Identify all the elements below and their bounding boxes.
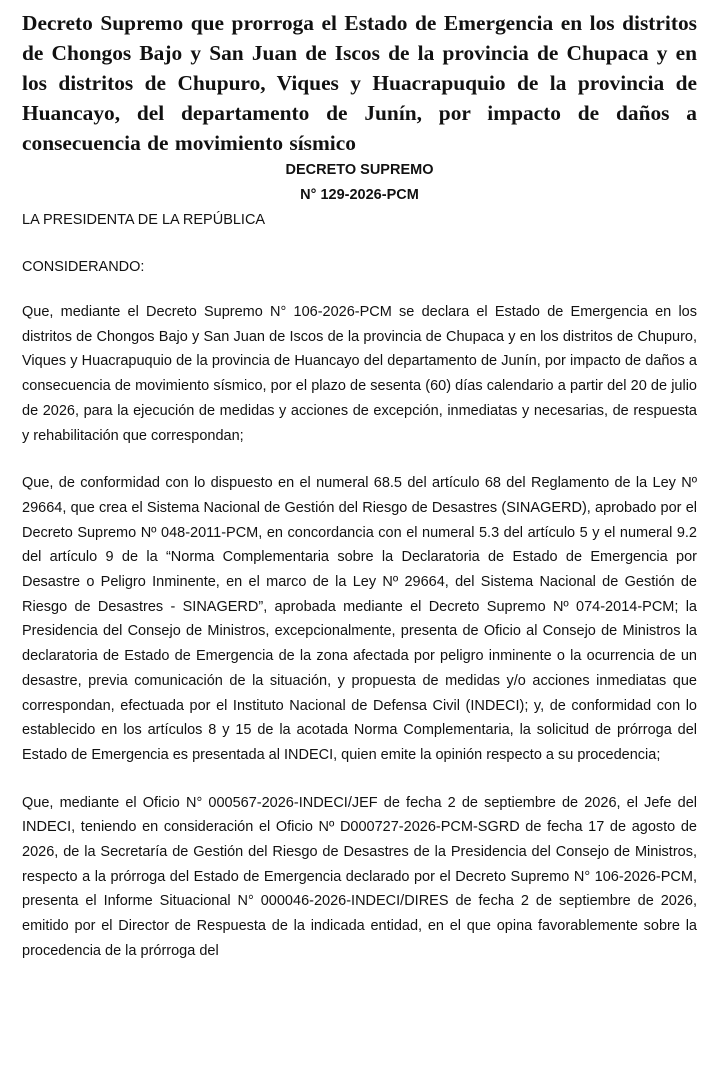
document-page [22,8,697,964]
decree-title: Decreto Supremo que prorroga el Estado de Emergencia en los distritos de Chongos Bajo y San Juan de Iscos de la provincia de Chupaca y en los distritos de Chupuro, Viques y Huacrapuquio de la provincia de Huancayo, del departamento de Junín, por impacto de daños a consecuencia de movimiento sísmico [22,11,697,155]
issuer-line: LA PRESIDENTA DE LA REPÚBLICA [22,212,266,228]
consideration-paragraph: Que, de conformidad con lo dispuesto en el numeral 68.5 del artículo 68 del Reglamento de la Ley Nº 29664, que crea el Sistema Nacional de Gestión del Riesgo de Desastres (SINAGERD), aprobado por el Decreto Supremo Nº 048-2011-PCM, en concordancia con el numeral 5.3 del artículo 5 y el numeral 9.2 del artículo 9 de la “Norma Complementaria sobre la Declaratoria de Estado de Emergencia por Desastre o Peligro Inminente, en el marco de la Ley Nº 29664, del Sistema Nacional de Gestión de Riesgo de Desastres - SINAGERD”, aprobada mediante el Decreto Supremo Nº 074-2014-PCM; la Presidencia del Consejo de Ministros, excepcionalmente, presenta de Oficio al Consejo de Ministros la declaratoria de Estado de Emergencia de la zona afectada por peligro inminente o la ocurrencia de un desastre, previa comunicación de la situación, y propuesta de medidas y/o acciones inmediatas que correspondan, efectuada por el Instituto Nacional de Defensa Civil (INDECI); y, de conformidad con lo establecido en los artículos 8 y 15 de la acotada Norma Complementaria, la solicitud de prórroga del Estado de Emergencia es presentada al INDECI, quien emite la opinión respecto a su procedencia; [22,475,697,763]
decree-number: N° 129-2026-PCM [300,187,419,203]
consideration-paragraph: Que, mediante el Oficio N° 000567-2026-INDECI/JEF de fecha 2 de septiembre de 2026, el Jefe del INDECI, teniendo en consideración el Oficio Nº D000727-2026-PCM-SGRD de fecha 17 de agosto de 2026, de la Secretaría de Gestión del Riesgo de Desastres de la Presidencia del Consejo de Ministros, respecto a la prórroga del Estado de Emergencia declarado por el Decreto Supremo N° 106-2026-PCM, presenta el Informe Situacional N° 000046-2026-INDECI/DIRES de fecha 2 de septiembre de 2026, emitido por el Director de Respuesta de la indicada entidad, en el que opina favorablemente sobre la procedencia de la prórroga del [22,794,697,959]
consideration-paragraph: Que, mediante el Decreto Supremo N° 106-2026-PCM se declara el Estado de Emergencia en los distritos de Chongos Bajo y San Juan de Iscos de la provincia de Chupaca y en los distritos de Chupuro, Viques y Huacrapuquio de la provincia de Huancayo del departamento de Junín, por impacto de daños a consecuencia de movimiento sísmico, por el plazo de sesenta (60) días calendario a partir del 20 de julio de 2026, para la ejecución de medidas y acciones de excepción, inmediatas y necesarias, de respuesta y rehabilitación que correspondan; [22,304,697,444]
considering-label: CONSIDERANDO: [22,259,145,275]
decree-heading [22,158,697,208]
decree-type: DECRETO SUPREMO [285,162,434,178]
considerations-list [22,300,697,964]
